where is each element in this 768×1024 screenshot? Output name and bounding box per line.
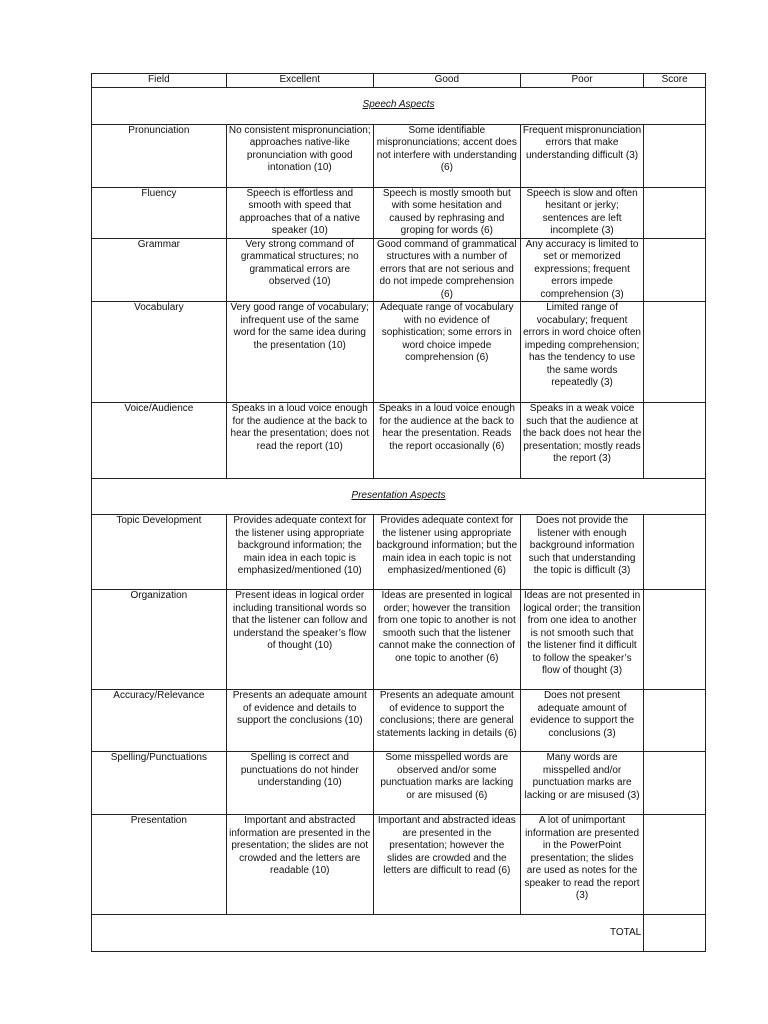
row-excellent: Presents an adequate amount of evidence and details to support the conclusions (10) bbox=[226, 690, 373, 752]
table-row bbox=[92, 590, 706, 690]
row-good: Speaks in a loud voice enough for the audience at the back to hear the presentation. Reads the report occasionally (6) bbox=[373, 403, 520, 479]
row-field: Fluency bbox=[92, 187, 227, 238]
section-title: Speech Aspects bbox=[92, 87, 706, 124]
section-header-row bbox=[92, 87, 706, 124]
table-row bbox=[92, 690, 706, 752]
row-poor: Ideas are not presented in logical order; the transition from one idea to another is not smooth such that the listener find it difficult to follow the speaker’s flow of thought (3) bbox=[520, 590, 643, 690]
table-row bbox=[92, 403, 706, 479]
row-poor: Speaks in a weak voice such that the audience at the back does not hear the presentation; mostly reads the report (3) bbox=[520, 403, 643, 479]
row-field: Vocabulary bbox=[92, 302, 227, 403]
row-score bbox=[644, 238, 706, 302]
row-field: Presentation bbox=[92, 815, 227, 915]
row-poor: Does not provide the listener with enough background information such that understanding the topic is difficult (3) bbox=[520, 515, 643, 590]
row-field: Accuracy/Relevance bbox=[92, 690, 227, 752]
total-score bbox=[644, 915, 706, 952]
row-poor: Any accuracy is limited to set or memorized expressions; frequent errors impede comprehension (3) bbox=[520, 238, 643, 302]
table-row bbox=[92, 238, 706, 302]
rubric-table bbox=[91, 73, 706, 952]
row-excellent: Provides adequate context for the listener using appropriate background information; the main idea in each topic is emphasized/mentioned (10) bbox=[226, 515, 373, 590]
row-excellent: Very good range of vocabulary; infrequent use of the same word for the same idea during the presentation (10) bbox=[226, 302, 373, 403]
row-score bbox=[644, 403, 706, 479]
table-row bbox=[92, 124, 706, 187]
row-score bbox=[644, 815, 706, 915]
row-excellent: No consistent mispronunciation; approaches native-like pronunciation with good intonation (10) bbox=[226, 124, 373, 187]
row-score bbox=[644, 515, 706, 590]
header-excellent: Excellent bbox=[226, 74, 373, 88]
section-header-row bbox=[92, 479, 706, 515]
row-excellent: Speech is effortless and smooth with speed that approaches that of a native speaker (10) bbox=[226, 187, 373, 238]
row-poor: Does not present adequate amount of evidence to support the conclusions (3) bbox=[520, 690, 643, 752]
total-label: TOTAL bbox=[92, 915, 644, 952]
table-row bbox=[92, 815, 706, 915]
row-poor: Many words are misspelled and/or punctuation marks are lacking or are misused (3) bbox=[520, 752, 643, 815]
row-field: Topic Development bbox=[92, 515, 227, 590]
row-field: Grammar bbox=[92, 238, 227, 302]
row-poor: Frequent mispronunciation errors that make understanding difficult (3) bbox=[520, 124, 643, 187]
total-row bbox=[92, 915, 706, 952]
row-score bbox=[644, 690, 706, 752]
row-excellent: Important and abstracted information are presented in the presentation; the slides are not crowded and the letters are readable (10) bbox=[226, 815, 373, 915]
row-good: Presents an adequate amount of evidence to support the conclusions; there are general statements lacking in details (6) bbox=[373, 690, 520, 752]
row-score bbox=[644, 124, 706, 187]
row-score bbox=[644, 590, 706, 690]
row-score bbox=[644, 302, 706, 403]
header-good: Good bbox=[373, 74, 520, 88]
row-poor: Speech is slow and often hesitant or jerky; sentences are left incomplete (3) bbox=[520, 187, 643, 238]
row-good: Some identifiable mispronunciations; accent does not interfere with understanding (6) bbox=[373, 124, 520, 187]
section-title: Presentation Aspects bbox=[92, 479, 706, 515]
row-good: Speech is mostly smooth but with some hesitation and caused by rephrasing and groping for words (6) bbox=[373, 187, 520, 238]
table-row bbox=[92, 187, 706, 238]
row-score bbox=[644, 187, 706, 238]
row-field: Pronunciation bbox=[92, 124, 227, 187]
row-field: Spelling/Punctuations bbox=[92, 752, 227, 815]
row-poor: A lot of unimportant information are presented in the PowerPoint presentation; the slides are used as notes for the speaker to read the report (3) bbox=[520, 815, 643, 915]
header-row bbox=[92, 74, 706, 88]
row-score bbox=[644, 752, 706, 815]
header-poor: Poor bbox=[520, 74, 643, 88]
row-field: Organization bbox=[92, 590, 227, 690]
table-row bbox=[92, 752, 706, 815]
row-good: Important and abstracted ideas are presented in the presentation; however the slides are crowded and the letters are difficult to read (6) bbox=[373, 815, 520, 915]
table-row bbox=[92, 515, 706, 590]
row-good: Good command of grammatical structures with a number of errors that are not serious and do not impede comprehension (6) bbox=[373, 238, 520, 302]
row-good: Provides adequate context for the listener using appropriate background information; but the main idea in each topic is not emphasized/mentioned (6) bbox=[373, 515, 520, 590]
header-score: Score bbox=[644, 74, 706, 88]
row-excellent: Spelling is correct and punctuations do not hinder understanding (10) bbox=[226, 752, 373, 815]
row-excellent: Very strong command of grammatical structures; no grammatical errors are observed (10) bbox=[226, 238, 373, 302]
row-good: Adequate range of vocabulary with no evidence of sophistication; some errors in word choice impede comprehension (6) bbox=[373, 302, 520, 403]
row-excellent: Present ideas in logical order including transitional words so that the listener can follow and understand the speaker’s flow of thought (10) bbox=[226, 590, 373, 690]
row-good: Some misspelled words are observed and/or some punctuation marks are lacking or are misused (6) bbox=[373, 752, 520, 815]
row-poor: Limited range of vocabulary; frequent errors in word choice often impeding comprehension; has the tendency to use the same words repeatedly (3) bbox=[520, 302, 643, 403]
table-row bbox=[92, 302, 706, 403]
header-field: Field bbox=[92, 74, 227, 88]
row-field: Voice/Audience bbox=[92, 403, 227, 479]
row-excellent: Speaks in a loud voice enough for the audience at the back to hear the presentation; does not read the report (10) bbox=[226, 403, 373, 479]
row-good: Ideas are presented in logical order; however the transition from one topic to another is not smooth such that the listener cannot make the connection of one topic to another (6) bbox=[373, 590, 520, 690]
